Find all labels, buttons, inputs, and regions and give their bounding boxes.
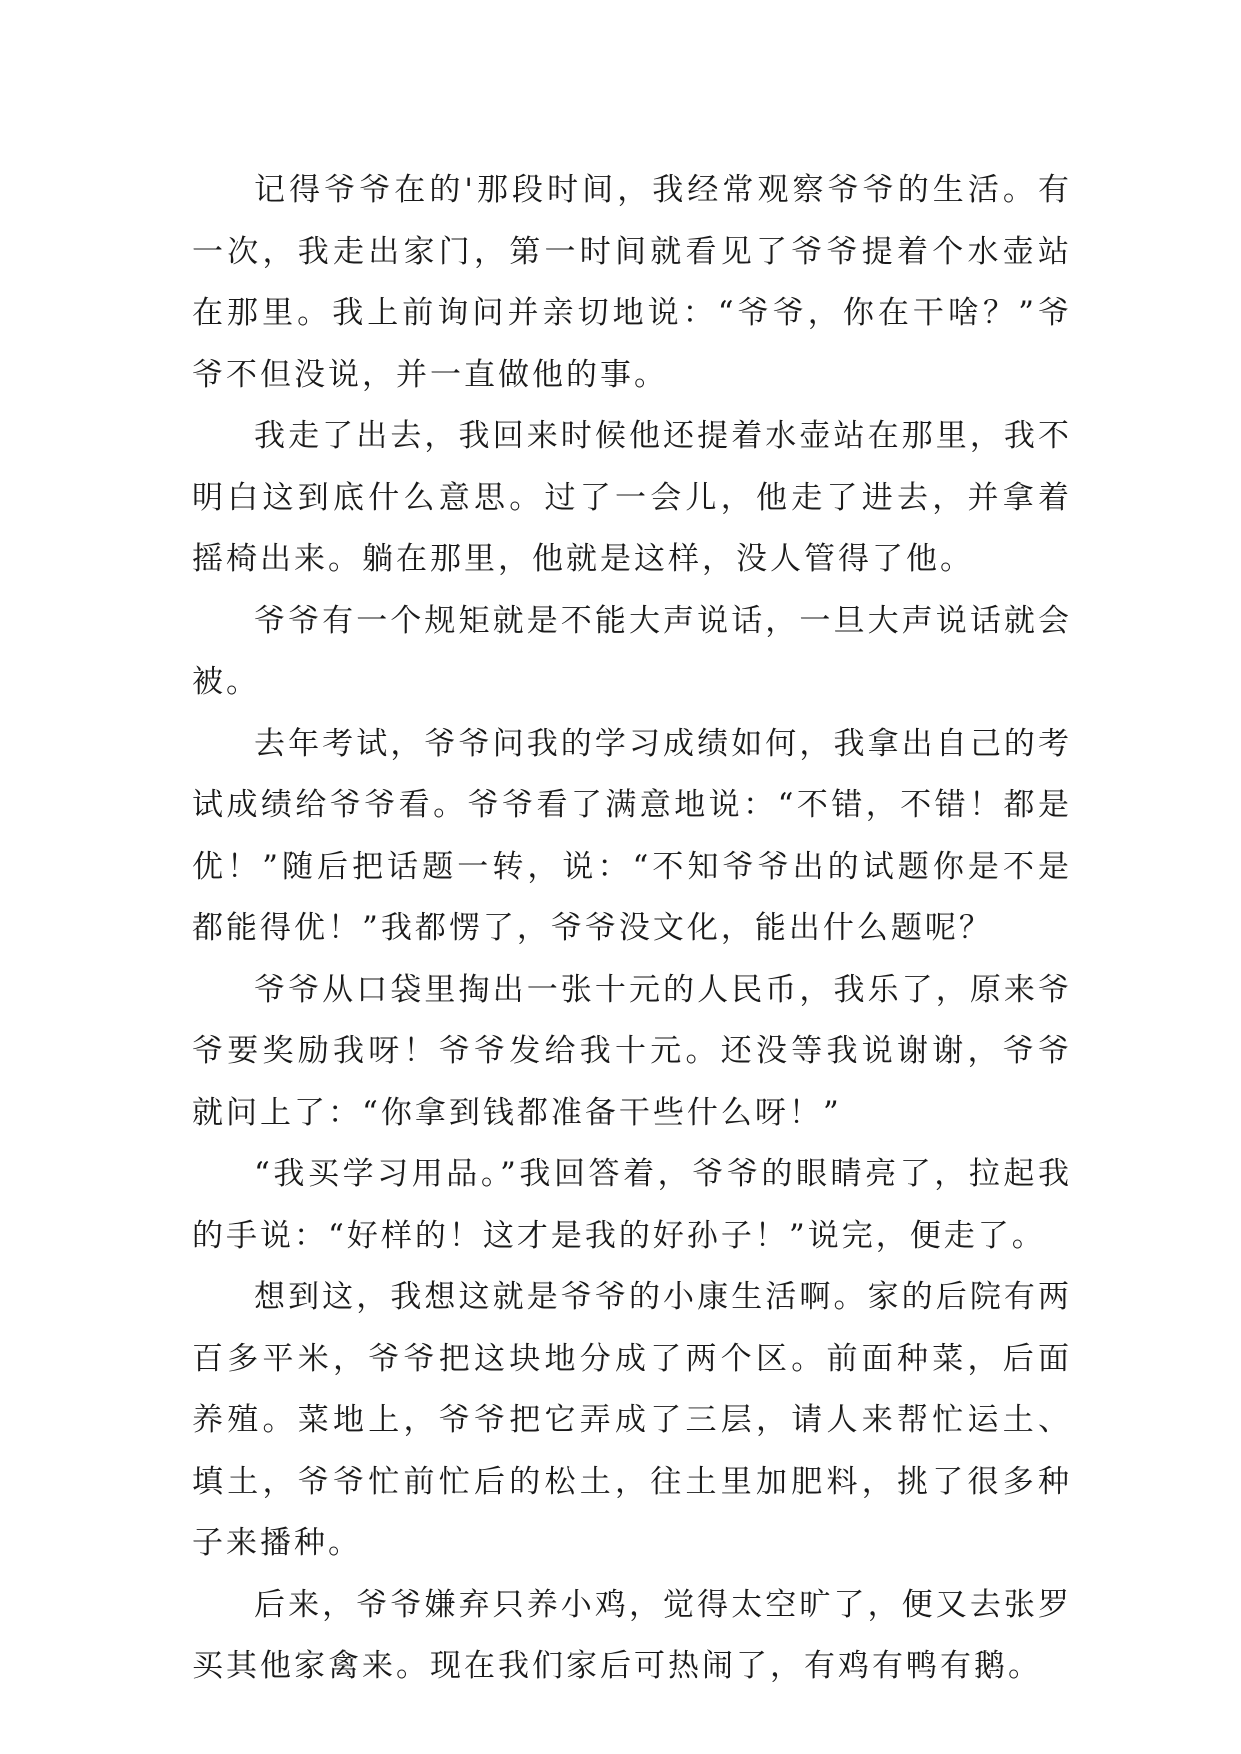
paragraph-5: 爷爷从口袋里掏出一张十元的人民币，我乐了，原来爷爷要奖励我呀！爷爷发给我十元。还没等我说谢谢，爷爷就问上了：“你拿到钱都准备干些什么呀！” xyxy=(192,971,1072,1131)
paragraph-1: 记得爷爷在的'那段时间，我经常观察爷爷的生活。有一次，我走出家门，第一时间就看见了爷爷提着个水壶站在那里。我上前询问并亲切地说：“爷爷，你在干啥？”爷爷不但没说，并一直做他的事。 xyxy=(192,172,1072,393)
paragraph-8: 后来，爷爷嫌弃只养小鸡，觉得太空旷了，便又去张罗买其他家禽来。现在我们家后可热闹了，有鸡有鸭有鹅。 xyxy=(192,1586,1072,1684)
paragraph-2: 我走了出去，我回来时候他还提着水壶站在那里，我不明白这到底什么意思。过了一会儿，他走了进去，并拿着摇椅出来。躺在那里，他就是这样，没人管得了他。 xyxy=(192,418,1072,577)
document-body xyxy=(192,160,1072,1698)
paragraph-3: 爷爷有一个规矩就是不能大声说话，一旦大声说话就会被。 xyxy=(192,602,1072,700)
paragraph-6: “我买学习用品。”我回答着，爷爷的眼睛亮了，拉起我的手说：“好样的！这才是我的好孙子！”说完，便走了。 xyxy=(192,1156,1072,1254)
paragraph-4: 去年考试，爷爷问我的学习成绩如何，我拿出自己的考试成绩给爷爷看。爷爷看了满意地说：“不错，不错！都是优！”随后把话题一转，说：“不知爷爷出的试题你是不是都能得优！”我都愣了，爷爷没文化，能出什么题呢？ xyxy=(192,725,1072,946)
paragraph-7: 想到这，我想这就是爷爷的小康生活啊。家的后院有两百多平米，爷爷把这块地分成了两个区。前面种菜，后面养殖。菜地上，爷爷把它弄成了三层，请人来帮忙运土、填土，爷爷忙前忙后的松土，往土里加肥料，挑了很多种子来播种。 xyxy=(192,1279,1072,1561)
